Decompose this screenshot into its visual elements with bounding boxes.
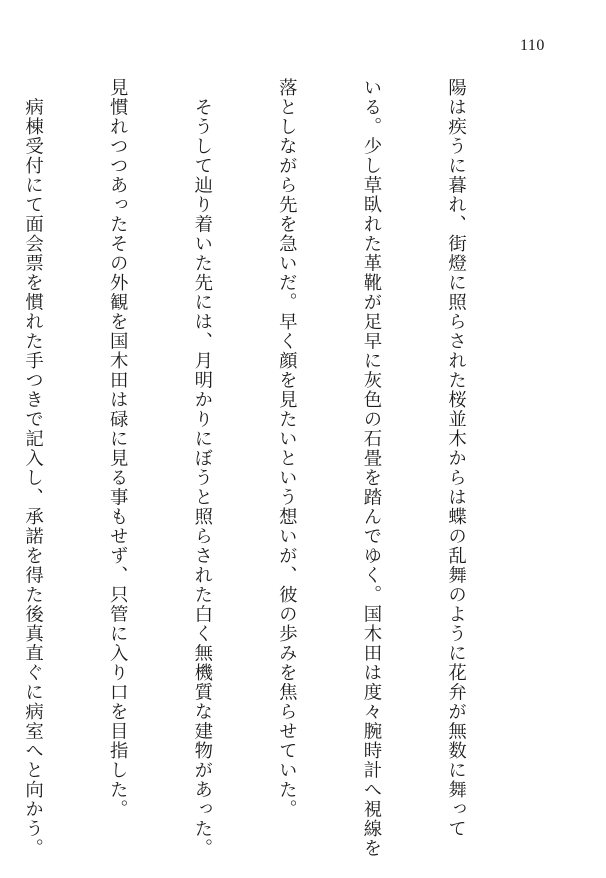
text-line: 落としながら先を急いだ。早く顔を見たいという想いが、彼の歩みを焦らせていた。 [276,78,298,819]
text-line: いる。少し草臥れた革靴が足早に灰色の石畳を踏んでゆく。国木田は度々腕時計へ視線を [360,78,382,858]
text-line: 病棟受付にて面会票を慣れた手つきで記入し、承諾を得た後真直ぐに病室へと向かう。 [22,78,44,858]
text-line: 見慣れつつあったその外観を国木田は碌に見る事もせず、只管に入り口を目指した。 [107,78,129,819]
text-line: そうして辿り着いた先には、月明かりにぼうと照らされた白く無機質な建物があった。 [191,78,213,858]
vertical-text-body [0,78,526,858]
text-line: 陽は疾うに暮れ、街燈に照らされた桜並木からは蝶の乱舞のように花弁が無数に舞って [445,78,467,839]
page-number: 110 [520,37,545,54]
